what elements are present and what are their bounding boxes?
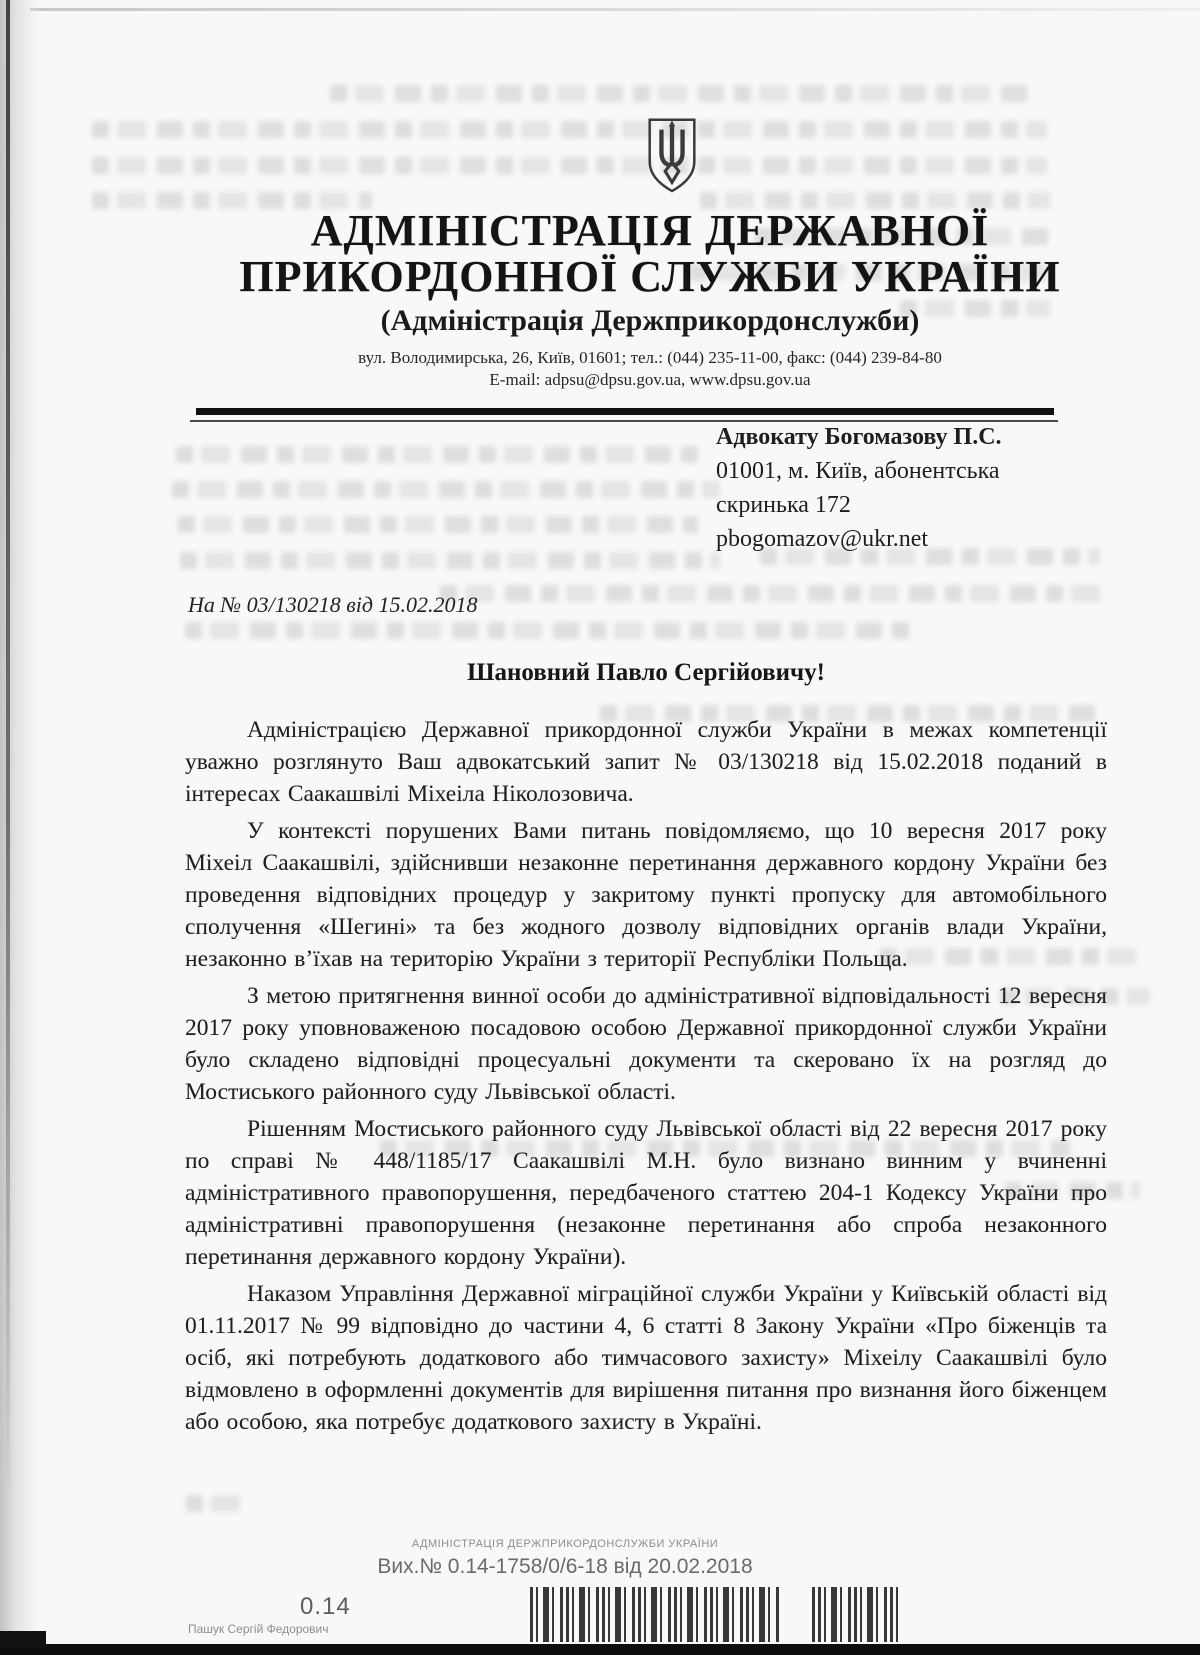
scan-bottom-edge <box>0 1644 1200 1655</box>
stamp-org-name: АДМІНІСТРАЦІЯ ДЕРЖПРИКОРДОНСЛУЖБИ УКРАЇНИ <box>411 1538 719 1550</box>
recipient-address-line1: 01001, м. Київ, абонентська <box>716 458 1000 484</box>
ukraine-trident-emblem-icon <box>641 102 703 210</box>
org-address: вул. Володимирська, 26, Київ, 01601; тел.: (044) 235-11-00, факс: (044) 239-84-80 <box>358 348 942 367</box>
bleedthrough-noise <box>172 481 720 498</box>
reference-number: На № 03/130218 від 15.02.2018 <box>188 592 478 617</box>
body-paragraph: Рішенням Мостиського районного суду Львівської області від 22 вересня 2017 року по справі № 448/1185/17 Саакашвілі М.Н. було визнано винним у вчиненні адміністративного правопорушення, передбаченого статтею 204-1 Кодексу України про адміністративні правопорушення (незаконне перетинання або спроба незаконного перетинання державного кордону України). <box>185 1116 1107 1270</box>
scan-top-edge <box>30 8 1200 11</box>
recipient-name: Адвокату Богомазову П.С. <box>716 424 1002 450</box>
recipient-block <box>716 420 1046 556</box>
bleedthrough-noise <box>186 1495 241 1512</box>
org-short-name: (Адміністрація Держприкордонслужби) <box>380 304 920 337</box>
letterhead-divider-thick <box>196 408 1054 415</box>
org-email-line: E-mail: adpsu@dpsu.gov.ua, www.dpsu.gov.ua <box>489 370 811 389</box>
body-paragraph: Наказом Управління Державної міграційної служби України у Київській області від 01.11.2017 № 99 відповідно до частини 4, 6 статті 8 Закону України «Про біженців та осіб, які потребують додаткового або тимчасового захисту» Міхеілу Саакашвілі було відмовлено в оформленні документів для вирішення питання про визнання його біженцем або особою, яка потребує додаткового захисту в Україні. <box>185 1281 1107 1435</box>
barcode <box>530 1587 902 1642</box>
recipient-email: pbogomazov@ukr.net <box>716 526 929 552</box>
recipient-address-line2: скринька 172 <box>716 492 851 518</box>
registration-stamp <box>330 1538 800 1580</box>
scan-bottom-left-corner <box>0 1631 46 1649</box>
barcode-gap <box>782 1587 806 1642</box>
stamp-signer-name: Пашук Сергій Федорович <box>188 1622 329 1636</box>
salutation: Шановний Павло Сергійовичу! <box>467 659 825 686</box>
body-paragraph: У контексті порушених Вами питань повідомляємо, що 10 вересня 2017 року Міхеіл Саакашвілі, здійснивши незаконне перетинання державного кордону України без проведення відповідних процедур у закритому пункті пропуску для автомобільного сполучення «Шегині» та без жодного дозволу відповідних органів влади України, незаконно в’їхав на територію України з території Республіки Польща. <box>185 818 1107 972</box>
org-name-line1: АДМІНІСТРАЦІЯ ДЕРЖАВНОЇ <box>310 206 990 255</box>
bleedthrough-noise <box>92 121 1047 138</box>
org-name-line2: ПРИКОРДОННОЇ СЛУЖБИ УКРАЇНИ <box>239 252 1061 301</box>
bleedthrough-noise <box>180 552 720 569</box>
bleedthrough-noise <box>440 585 1100 602</box>
stamp-outgoing-number: Вих.№ 0.14-1758/0/6-18 від 20.02.2018 <box>377 1555 753 1578</box>
letter-body <box>185 656 1107 1443</box>
bleedthrough-noise <box>92 157 1047 174</box>
body-paragraph: З метою притягнення винної особи до адміністративної відповідальності 12 вересня 2017 року уповноваженою посадовою особою Державної прикордонної служби України було складено відповідні процесуальні документи та скеровано їх на розгляд до Мостиського районного суду Львівської області. <box>185 983 1107 1105</box>
scan-left-edge-line <box>6 0 10 1500</box>
stamp-index-code: 0.14 <box>300 1593 351 1620</box>
letterhead <box>190 208 1110 391</box>
bleedthrough-noise <box>185 622 915 639</box>
bleedthrough-noise <box>330 85 1030 102</box>
body-paragraph: Адміністрацією Державної прикордонної служби України в межах компетенції уважно розглянуто Ваш адвокатський запит № 03/130218 від 15.02.2018 поданий в інтересах Саакашвілі Міхеіла Ніколозовича. <box>185 717 1107 807</box>
bleedthrough-noise <box>178 516 698 533</box>
bleedthrough-noise <box>176 446 706 463</box>
